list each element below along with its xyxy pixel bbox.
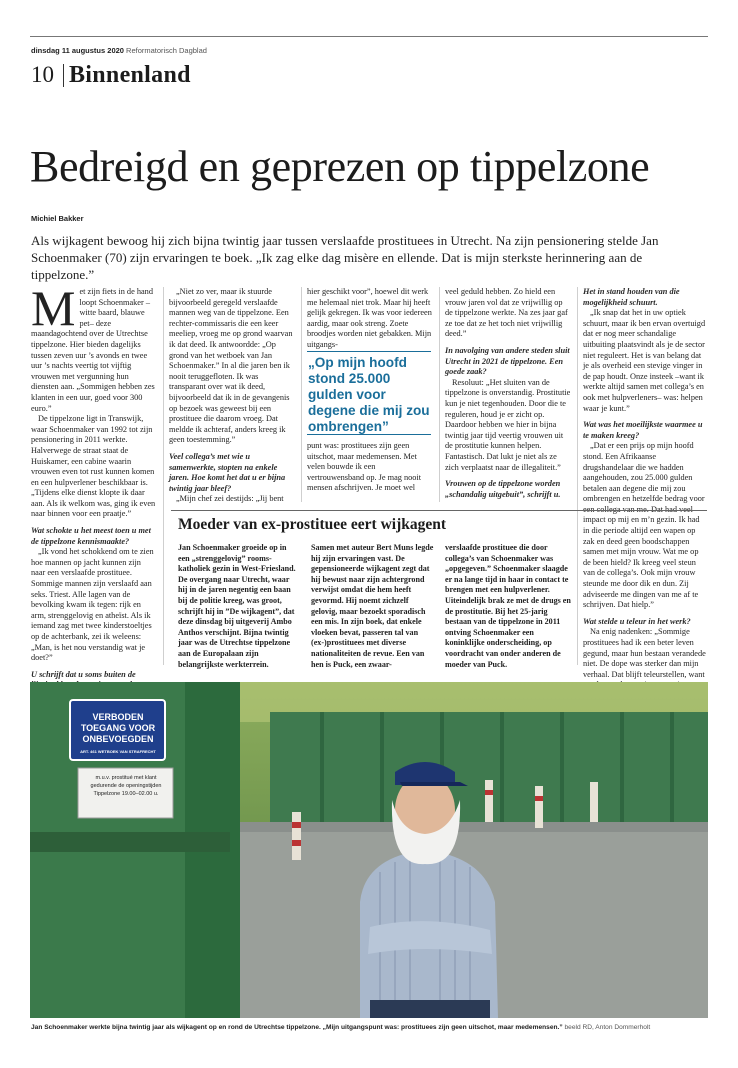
- paragraph: hier geschikt voor”, hoewel dit werk me helemaal niet trok. Maar hij heeft gelijk gekregen. Ik was voor iedereen aardig, maar ook streng. Zoete broodjes worden niet gebakken. Mijn uitgangs-: [307, 287, 432, 349]
- paragraph: De tippelzone ligt in Transwijk, waar Schoenmaker van 1992 tot zijn pensionering in 2011 werkte. Halverwege de straat staat de Huiskamer, een cabine waarin vrouwen even tot rust kunnen komen en een hulpverlener beschikbaar is. „Tijdens elke dienst klopte ik daar aan. Als ik welkom was, ging ik even naar binnen voor een praatje.”: [31, 414, 156, 519]
- intro: Als wijkagent bewoog hij zich bijna twintig jaar tussen verslaafde prostituees in Utrecht. Na zijn pensionering stelde Jan Schoenmaker (70) zijn ervaringen te boek. „Ik zag elke dag misère en ellende. Dat is mijn sterkste herinnering aan de tippelzone.”: [31, 233, 659, 282]
- pull-quote-rule-top: [307, 351, 431, 352]
- question: Wat stelde u teleur in het werk?: [583, 616, 691, 626]
- sign2-text: m.u.v. prostitué met klant gedurende de openingstijden Tippelzone 19.00–02.00 u.: [90, 775, 162, 797]
- article-column-2: [169, 287, 295, 505]
- paragraph: „Mijn chef zei destijds: „Jij bent: [176, 494, 284, 504]
- dateline: dinsdag 11 augustus 2020 Reformatorisch Dagblad: [31, 46, 207, 55]
- paragraph: „Ik snap dat het in uw optiek schuurt, maar ik ben ervan overtuigd dat er nog meer schandalige uitbuiting plaatsvindt als je de sector niet reguleert. Het is van belang dat je als overheid een stevige vinger in de pap houdt. Onze insteek –want ik werkte altijd samen met collega’s en ook met hulpverleners– was: helpen waar je kunt.”: [583, 308, 706, 413]
- column-rule: [301, 287, 302, 502]
- paragraph: „Niet zo ver, maar ik stuurde bijvoorbeeld geregeld verslaafde mannen weg van de tippelzone. Een rechter-commissaris die een keer meeliep, vroeg me op grond waarvan ik dat deed. Ik antwoordde: „Op grond van het wetboek van Jan Schoenmaker.” In al die jaren ben ik nooit teruggefloten. Ik was transparant over wat ik deed, bijvoorbeeld dat ik in de gevangenis op bezoek was geweest bij een prostituee die daarom vroeg. Dat meldde ik achteraf, anders kreeg ik geen toestemming.”: [169, 287, 293, 445]
- sign-text: VERBODEN TOEGANG VOOR ONBEVOEGDEN: [80, 712, 156, 744]
- article-column-3: [307, 287, 433, 351]
- question: Wat schokte u het meest toen u met de tippelzone kennismaakte?: [31, 526, 151, 546]
- page-divider: [63, 64, 64, 87]
- paragraph: veel geduld hebben. Zo hield een vrouw jaren vol dat ze vrijwillig op de tippelzone werkte. Na zes jaar gaf ze toe dat ze het toch niet vrijwillig deed.”: [445, 287, 568, 339]
- question: Wat was het moeilijkste waarmee u te maken kreeg?: [583, 420, 703, 440]
- question: Veel collega’s met wie u samenwerkte, stopten na enkele jaren. Hoe komt het dat u er bijna twintig jaar bleef?: [169, 451, 286, 493]
- paragraph: et zijn fiets in de hand loopt Schoenmaker –witte baard, blauwe pet– deze maandagochtend over de Utrechtse tippelzone. Hier bieden dagelijks tussen zeven uur ’s avonds en twee uur ’s nachts veertig tot vijftig vrouwen met vergunning hun diensten aan. „Sommigen hebben zes klanten in een uur, goed voor 300 euro.”: [31, 287, 155, 413]
- question: In navolging van andere steden sluit Utrecht in 2021 de tippelzone. Een goede zaak?: [445, 345, 570, 377]
- pull-quote: „Op mijn hoofd stond 25.000 gulden voor degene die mij zou ombrengen”: [308, 355, 430, 434]
- question: U schrijft dat u soms buiten de: [31, 669, 136, 679]
- sidebar-column-1: Jan Schoenmaker groeide op in een „strenggelovig” rooms-katholiek gezin in West-Friesland. De overgang naar Utrecht, waar hij in de jaren negentig een baan bij de politie kreeg, was groot, schrijft hij in ”De wijkagent”, dat deze dinsdag bij uitgeverij Ambo Anthos verschijnt. Bijna twintig jaar was de Utrechtse tippelzone aan de Europalaan zijn belangrijkste werkterrein.: [178, 543, 296, 669]
- section-title: Binnenland: [69, 62, 191, 88]
- byline: Michiel Bakker: [31, 214, 84, 223]
- article-column-1: [31, 280, 157, 712]
- question: Vrouwen op de tippelzone worden „schandalig uitgebuit”, schrijft u.: [445, 479, 561, 499]
- column-rule: [439, 287, 440, 502]
- question: Het in stand houden van die mogelijkheid schuurt.: [583, 287, 680, 307]
- article-photo: [30, 682, 708, 1018]
- photo-caption: [31, 1024, 650, 1031]
- paragraph: punt was: prostituees zijn geen uitschot, maar medemensen. Met velen bouwde ik een vertrouwensband op. Je mag nooit mensen afschrijven. Je moet wel: [307, 441, 422, 493]
- paragraph: Na enig nadenken: „Sommige prostituees had ik een beter leven gegund, maar hun bestaan verandede niet. De dope was sterker dan mijn verhaal. Dat blijft teleurstellen, want: [583, 627, 706, 679]
- sidebar-title: Moeder van ex-prostituee eert wijkagent: [178, 516, 447, 533]
- pull-quote-rule-bottom: [307, 434, 431, 435]
- drop-cap: M: [31, 280, 76, 336]
- headline: Bedreigd en geprezen op tippelzone: [30, 142, 650, 191]
- sidebar-column-2: Samen met auteur Bert Muns legde hij zijn ervaringen vast. De gepensioneerde wijkagent zegt dat hij bewust naar zijn achtergrond verwijst omdat die hem heeft gevormd. Hij noemt zichzelf gelovig, maar bezoekt sporadisch een mis. In zijn boek, dat enkele vloeken bevat, passeren tal van (ex-)prostituees met diverse nationaliteiten de revue. Een van hen is Puck, een zwaar-: [311, 543, 434, 669]
- article-column-3-continued: [307, 441, 433, 494]
- header-rule: [30, 36, 708, 37]
- caption-text: Jan Schoenmaker werkte bijna twintig jaar als wijkagent op en rond de Utrechtse tippelzone. „Mijn uitgangspunt was: prostituees zijn geen uitschot, maar medemensen.”: [31, 1024, 563, 1031]
- paragraph: „Ik vond het schokkend om te zien hoe mannen op jacht kunnen zijn naar een verslaafde prostituee. Sommige mannen zijn verslaafd aan seks. Triest. Alle lagen van de bevolking kwam ik tegen: rijk en arm, strenggelovig en atheïst. Als ik iemand zag met twee kinderstoeltjes op de achterbank, zei ik weleens: „Man, is het nou verstandig wat je doet?”: [31, 547, 154, 663]
- paragraph: „Dat er een prijs op mijn hoofd stond. Een Afrikaanse drugshandelaar die we hadden aangehouden, zou 25.000 gulden betalen aan degene die mij zou ombrengen en hetzelfde bedrag voor een collega van me. Dat had veel impact op mij en m’n gezin. Ik had in die periode altijd een wapen op zak en deed geen boodschappen samen met mijn vrouw. Wat me op de been hield? Ik kreeg veel steun van de collega’s. Ook mijn vrouw steunde me door dik en dun. Zij adviseerde me dingen van me af te schrijven. Dat hielp.”: [583, 441, 705, 610]
- page-number: 10: [31, 62, 54, 87]
- sidebar-column-3: verslaafde prostituee die door collega’s van Schoenmaker was „opgegeven.” Schoenmaker slaagde er na lange tijd in haar in contact te brengen met een hulpverlener. Uiteindelijk brak ze met de drugs en de prostitutie. Bij het 25-jarig bestaan van de tippelzone in 2011 ontving Schoenmaker een koninklijke onderscheiding, op voordracht van onder anderen de moeder van Puck.: [445, 543, 571, 669]
- sign-subtext: ART. 461 WETBOEK VAN STRAFRECHT: [80, 749, 156, 754]
- paragraph: Resoluut: „Het sluiten van de tippelzone is onverstandig. Prostitutie kun je niet tegenhouden. Door die te reguleren, houd je er zicht op. Daardoor hebben we hier in bijna twintig jaar tijd veertig vrouwen uit de prostitutie kunnen helpen. Fantastisch. Dat lukt je niet als ze zich verplaatst naar de illegaliteit.”: [445, 377, 571, 472]
- photo-credit: beeld RD, Anton Dommerholt: [564, 1024, 651, 1031]
- article-column-4: [445, 287, 571, 500]
- column-rule: [163, 287, 164, 665]
